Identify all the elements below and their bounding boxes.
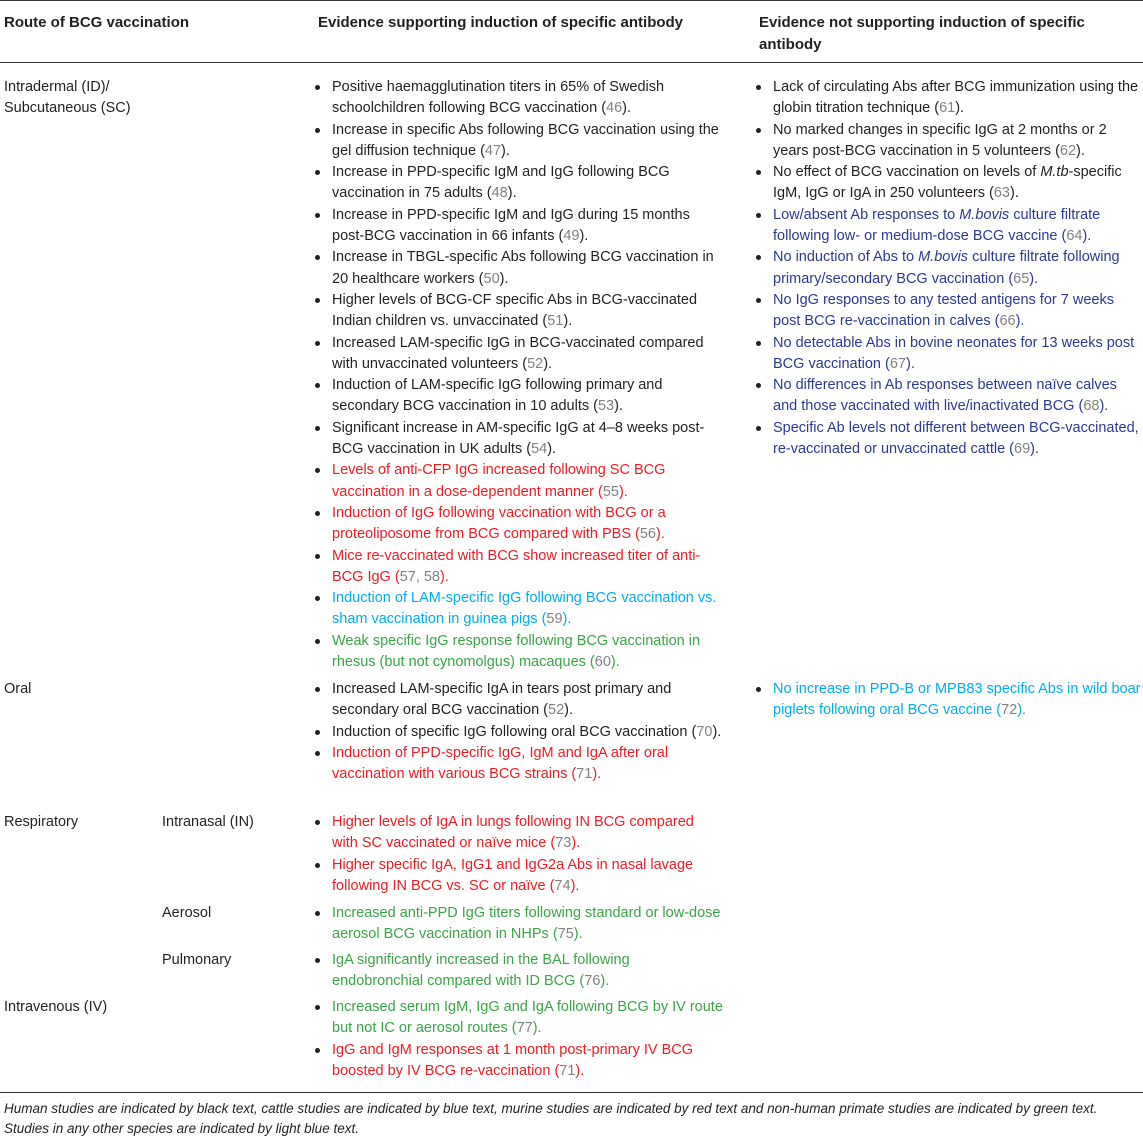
evidence-item: Significant increase in AM-specific IgG at 4–8 weeks post-BCG vaccination in UK adults (54). <box>313 418 723 461</box>
id-sc-not-supporting-list <box>754 77 1143 460</box>
evidence-item: IgA significantly increased in the BAL following endobronchial compared with ID BCG (76). <box>313 950 723 993</box>
route-intranasal: Intranasal (IN) <box>162 814 254 830</box>
reference-citation[interactable]: 57, 58 <box>399 568 441 585</box>
evidence-item: Lack of circulating Abs after BCG immunization using the globin titration technique (61). <box>754 77 1143 120</box>
evidence-item: Increased LAM-specific IgG in BCG-vaccinated compared with unvaccinated volunteers (52). <box>313 333 723 376</box>
reference-citation[interactable]: 59 <box>546 611 563 628</box>
reference-citation[interactable]: 72 <box>1001 702 1018 719</box>
reference-citation[interactable]: 63 <box>993 185 1010 202</box>
evidence-item: Higher levels of BCG-CF specific Abs in BCG-vaccinated Indian children vs. unvaccinated (51). <box>313 290 723 333</box>
evidence-item: Increase in specific Abs following BCG vaccination using the gel diffusion technique (47). <box>313 120 723 163</box>
reference-citation[interactable]: 60 <box>594 654 611 671</box>
reference-citation[interactable]: 73 <box>555 835 572 852</box>
reference-citation[interactable]: 62 <box>1059 142 1077 159</box>
oral-not-supporting-list <box>754 679 1143 722</box>
aerosol-supporting-list <box>313 903 723 946</box>
evidence-item: Increase in PPD-specific IgM and IgG following BCG vaccination in 75 adults (48). <box>313 162 723 205</box>
pulmonary-supporting-list <box>313 950 723 993</box>
evidence-item: No induction of Abs to M.bovis culture filtrate following primary/secondary BCG vaccination (65). <box>754 247 1143 290</box>
header-not-supporting: Evidence not supporting induction of specific antibody <box>759 14 1085 53</box>
evidence-item: Induction of specific IgG following oral BCG vaccination (70). <box>313 722 723 743</box>
evidence-item: Higher specific IgA, IgG1 and IgG2a Abs in nasal lavage following IN BCG vs. SC or naïve (74). <box>313 855 723 898</box>
evidence-item: Induction of LAM-specific IgG following BCG vaccination vs. sham vaccination in guinea pigs (59). <box>313 588 723 631</box>
table-footnote: Human studies are indicated by black text, cattle studies are indicated by blue text, murine studies are indicated by red text and non-human primate studies are indicated by green text. Studies in any other species are indicated by light blue text. <box>4 1101 1098 1136</box>
reference-citation[interactable]: 61 <box>939 100 956 117</box>
evidence-item: No increase in PPD-B or MPB83 specific Abs in wild boar piglets following oral BCG vaccine (72). <box>754 679 1143 722</box>
route-pulmonary: Pulmonary <box>162 952 232 968</box>
reference-citation[interactable]: 55 <box>602 483 619 500</box>
reference-citation[interactable]: 66 <box>999 313 1016 330</box>
reference-citation[interactable]: 71 <box>576 766 593 783</box>
evidence-item: Increase in PPD-specific IgM and IgG during 15 months post-BCG vaccination in 66 infants (49). <box>313 205 723 248</box>
reference-citation[interactable]: 67 <box>889 355 906 372</box>
evidence-item: No marked changes in specific IgG at 2 months or 2 years post-BCG vaccination in 5 volunteers (62). <box>754 120 1143 163</box>
evidence-item: Positive haemagglutination titers in 65% of Swedish schoolchildren following BCG vaccination (46). <box>313 77 723 120</box>
reference-citation[interactable]: 74 <box>554 877 571 894</box>
reference-citation[interactable]: 56 <box>639 526 656 543</box>
evidence-item: Induction of IgG following vaccination with BCG or a proteoliposome from BCG compared with PBS (56). <box>313 503 723 546</box>
reference-citation[interactable]: 48 <box>491 185 508 202</box>
evidence-item: No effect of BCG vaccination on levels of M.tb-specific IgM, IgG or IgA in 250 volunteers (63). <box>754 162 1143 205</box>
reference-citation[interactable]: 51 <box>547 313 564 330</box>
reference-citation[interactable]: 69 <box>1014 441 1031 458</box>
route-respiratory: Respiratory <box>4 814 79 830</box>
evidence-item: Increase in TBGL-specific Abs following BCG vaccination in 20 healthcare workers (50). <box>313 247 723 290</box>
evidence-item: Induction of LAM-specific IgG following primary and secondary BCG vaccination in 10 adults (53). <box>313 375 723 418</box>
route-id-sc: Intradermal (ID)/ Subcutaneous (SC) <box>4 79 131 117</box>
evidence-item: IgG and IgM responses at 1 month post-primary IV BCG boosted by IV BCG re-vaccination (71). <box>313 1040 723 1083</box>
reference-citation[interactable]: 65 <box>1013 270 1030 287</box>
id-sc-supporting-list <box>313 77 723 673</box>
evidence-item: Mice re-vaccinated with BCG show increased titer of anti-BCG IgG (57, 58). <box>313 546 723 589</box>
reference-citation[interactable]: 64 <box>1066 228 1083 245</box>
intranasal-supporting-list <box>313 812 723 897</box>
reference-citation[interactable]: 68 <box>1083 398 1100 415</box>
reference-citation[interactable]: 70 <box>696 723 713 740</box>
evidence-item: No detectable Abs in bovine neonates for 13 weeks post BCG vaccination (67). <box>754 333 1143 376</box>
reference-citation[interactable]: 76 <box>584 973 601 990</box>
evidence-item: Increased anti-PPD IgG titers following standard or low-dose aerosol BCG vaccination in NHPs (75). <box>313 903 723 946</box>
reference-citation[interactable]: 50 <box>483 270 500 287</box>
header-route: Route of BCG vaccination <box>4 14 190 31</box>
reference-citation[interactable]: 54 <box>531 441 548 458</box>
header-supporting: Evidence supporting induction of specific antibody <box>318 14 684 31</box>
evidence-item: Weak specific IgG response following BCG vaccination in rhesus (but not cynomolgus) macaques (60). <box>313 631 723 674</box>
evidence-item: Induction of PPD-specific IgG, IgM and IgA after oral vaccination with various BCG strains (71). <box>313 743 723 786</box>
route-aerosol: Aerosol <box>162 905 212 921</box>
oral-supporting-list <box>313 679 723 785</box>
reference-citation[interactable]: 49 <box>563 228 580 245</box>
evidence-item: Specific Ab levels not different between BCG-vaccinated, re-vaccinated or unvaccinated cattle (69). <box>754 418 1143 461</box>
evidence-item: Levels of anti-CFP IgG increased following SC BCG vaccination in a dose-dependent manner (55). <box>313 460 723 503</box>
reference-citation[interactable]: 71 <box>559 1062 576 1079</box>
reference-citation[interactable]: 53 <box>597 398 615 415</box>
route-iv: Intravenous (IV) <box>4 999 108 1015</box>
reference-citation[interactable]: 52 <box>548 702 565 719</box>
evidence-item: Increased LAM-specific IgA in tears post primary and secondary oral BCG vaccination (52). <box>313 679 723 722</box>
reference-citation[interactable]: 47 <box>484 142 502 159</box>
evidence-item: No IgG responses to any tested antigens for 7 weeks post BCG re-vaccination in calves (66). <box>754 290 1143 333</box>
evidence-item: Higher levels of IgA in lungs following IN BCG compared with SC vaccinated or naïve mice (73). <box>313 812 723 855</box>
iv-supporting-list <box>313 997 723 1082</box>
evidence-item: Low/absent Ab responses to M.bovis culture filtrate following low- or medium-dose BCG vaccine (64). <box>754 205 1143 248</box>
reference-citation[interactable]: 52 <box>527 355 544 372</box>
evidence-item: Increased serum IgM, IgG and IgA following BCG by IV route but not IC or aerosol routes (77). <box>313 997 723 1040</box>
reference-citation[interactable]: 77 <box>516 1020 533 1037</box>
route-oral: Oral <box>4 681 32 697</box>
reference-citation[interactable]: 46 <box>606 100 623 117</box>
reference-citation[interactable]: 75 <box>557 926 574 943</box>
evidence-item: No differences in Ab responses between naïve calves and those vaccinated with live/inactivated BCG (68). <box>754 375 1143 418</box>
